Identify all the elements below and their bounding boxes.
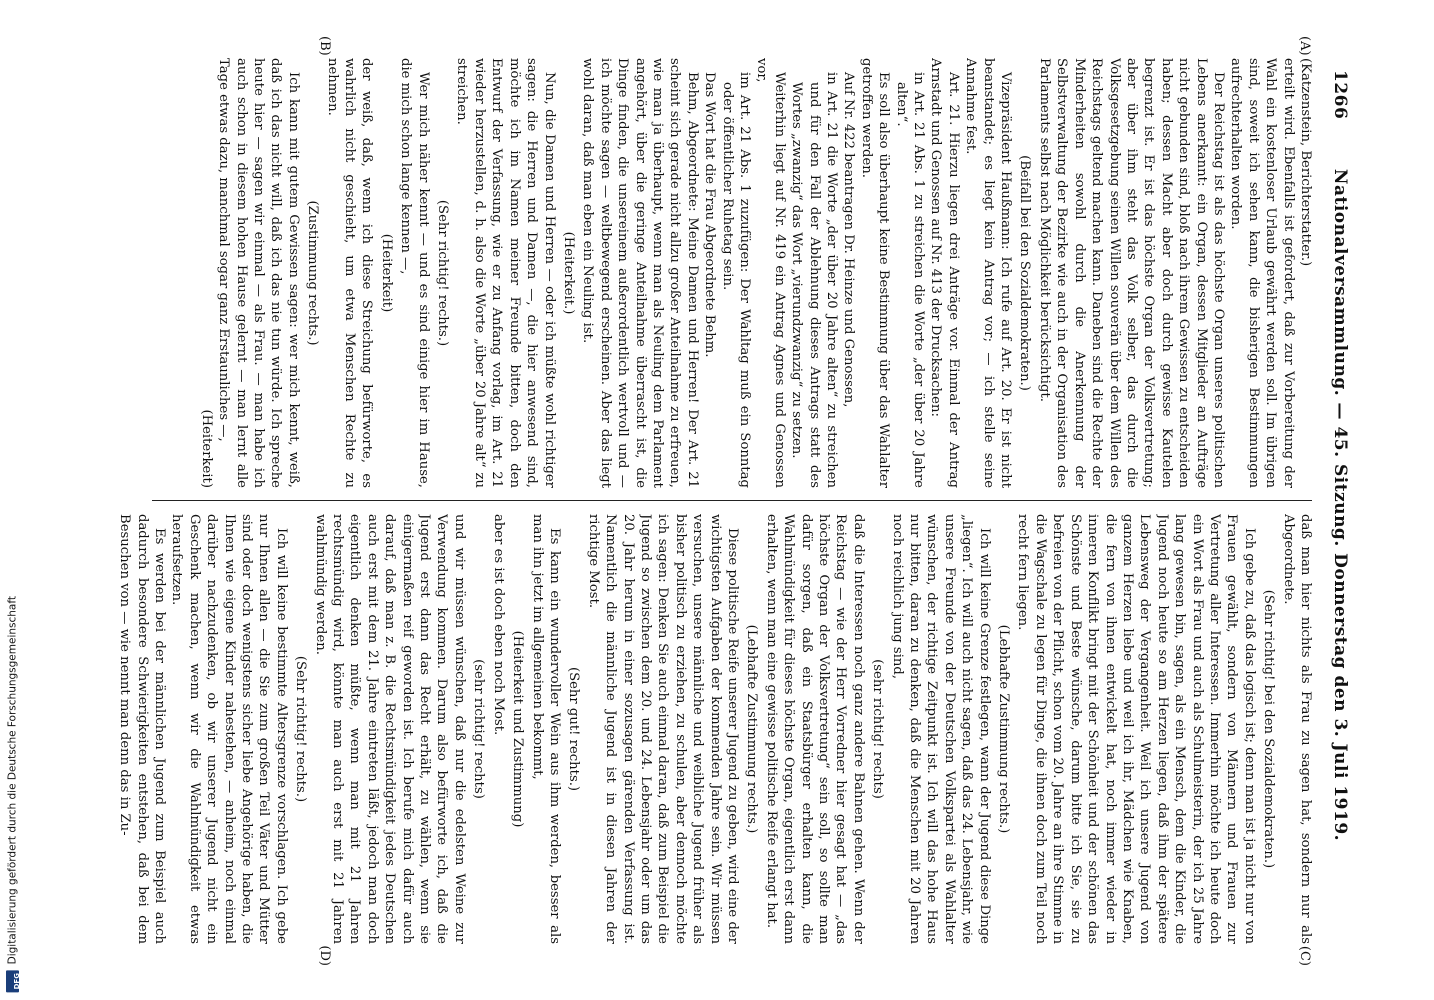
page-number: 1266 xyxy=(1330,70,1350,120)
paragraph: Art. 21. Hierzu liegen drei Anträge vor. Einmal der Antrag Arnstadt und Genossen auf Nr. 413 der Drucksachen: xyxy=(928,58,961,488)
page-title: Nationalversammlung. — 45. Sitzung. Donnerstag den 3. Juli 1919. xyxy=(1330,168,1350,842)
scanned-page xyxy=(62,30,1372,970)
paragraph: erteilt wird. Ebenfalls ist gefordert, daß zur Vorbereitung der Wahl ein kostenloser Urlaub gewährt werden soll. Im übrigen sind, soweit ich sehen kann, die bisherigen Bestimmungen aufrechterhalten worden. xyxy=(1228,58,1296,488)
paragraph: Weiterhin liegt auf Nr. 419 ein Antrag Agnes und Genossen vor, xyxy=(754,58,787,488)
paragraph: daß man hier nichts als Frau zu sagen hat, sondern nur als Abgeordnete. xyxy=(1280,514,1313,944)
margin-marker-d: (D) xyxy=(317,945,332,966)
interjection: (sehr richtig! rechts) xyxy=(870,659,886,799)
right-column xyxy=(82,514,1314,944)
page-header xyxy=(1320,70,1350,940)
interjection: (Zustimmung rechts.) xyxy=(305,200,321,346)
interjection: (Lebhafte Zustimmung rechts.) xyxy=(996,624,1012,834)
margin-marker-c: (C) xyxy=(1297,945,1312,966)
paragraph: und wir müssen wünschen, daß nur die edelsten Weine zur Verwendung kommen. Darum also befürworte ich, daß die Jugend erst dann das Recht erhält, zu wählen, wenn sie einigermaßen reif geworden ist. Ich berufe mich dafür auch darauf, daß man z. B. die Rechtsmündigkeit jedes Deutschen auch erst mit dem 21. Jahre eintreten läßt, jedoch man doch eigentlich denken müßte, wenn man mit 21 Jahren rechtsmündig wird, könnte man auch erst mit 21 Jahren wahlmündig werden. xyxy=(312,514,467,944)
paragraph: Der Reichstag ist als das höchste Organ unseres politischen Lebens anerkannt: ein Organ, dessen Mitglieder an Aufträge nicht gebunden sind, bloß nach ihrem Gewissen zu entscheiden haben; dessen Macht aber doch durch gewisse Kautelen begrenzt ist. Er ist das höchste Organ der Volksvertretung; aber über ihm steht das Volk selber, das durch die Volksgesetzgebung seinen Willen souverän über dem Willen des Reichstags geltend machen kann. Daneben sind die Rechte der Minderheiten sowohl durch die Anerkennung der Selbstverwaltung der Bezirke wie auch in der Organisation des Parlaments selbst nach Möglichkeit berücksichtigt. xyxy=(1036,58,1226,488)
paragraph: aber es ist doch eben noch Most. xyxy=(490,514,506,736)
interjection: (sehr richtig! rechts) xyxy=(471,659,487,799)
interjection: (Heiterkeit.) xyxy=(560,231,576,315)
paragraph: Ich will keine Grenze festlegen, wann der Jugend diese Dinge „liegen“. Ich will auch nicht sagen, daß das 24. Lebensjahr, wie unsere Freunde von der Deutschen Volkspartei als Wahlalter wünschen, der richtige Zeitpunkt ist. Ich will das hohe Haus nur bitten, daran zu denken, daß die Menschen mit 20 Jahren noch reichlich jung sind, xyxy=(889,514,992,944)
paragraph: Vizepräsident Haußmann: Ich rufe auf Art. 20. Er ist nicht beanstandet; es liegt kein Antrag vor; — ich stelle seine Annahme fest. xyxy=(963,58,1014,488)
paragraph: Wer mich näher kennt — und es sind einige hier im Hause, die mich schon lange kennen —, xyxy=(398,58,431,488)
paragraph: in Art. 21 die Worte „der über 20 Jahre alten“ zu streichen und für den Fall der Ablehnung dieses Antrags statt des Wortes „zwanzig“ das Wort „vierundzwanzig“ zu setzen. xyxy=(789,72,840,488)
paragraph: im Art. 21 Abs. 1 zuzufügen: Der Wahltag muß ein Sonntag oder öffentlicher Ruhetag sein. xyxy=(719,72,752,488)
interjection: (Sehr richtig! rechts.) xyxy=(293,655,309,803)
paragraph: Diese politische Reife unserer Jugend zu geben, wird eine der wichtigsten Aufgaben der kommenden Jahre sein. Wir müssen versuchen, unsere männliche und weibliche Jugend früher als bisher politisch zu erziehen, zu schulen, aber dennoch möchte ich sagen: Denken Sie auch einmal daran, daß zum Beispiel die Jugend so zwischen dem 20. und 24. Lebensjahr oder um das 20. Jahr herum in einer sozusagen gärenden Verfassung ist. Namentlich die männliche Jugend ist in diesen Jahren der richtige Most. xyxy=(585,514,740,944)
interjection: (Lebhafte Zustimmung rechts.) xyxy=(744,624,760,834)
interjection: (Sehr gut! rechts.) xyxy=(566,666,582,792)
interjection: (Beifall bei den Sozialdemokraten.) xyxy=(1017,155,1033,391)
paragraph: Ich kann mit gutem Gewissen sagen: wer mich kennt, weiß, daß ich das nicht will, daß ich das nie tun würde. Ich spreche heute hier — sagen wir einmal — als Frau. — man habe ich auch schon in diesem hohen Hause gelernt — man lernt alle Tage etwas dazu, manchmal sogar ganz Erstaunliches —, xyxy=(216,58,301,488)
dfg-logo: DFG xyxy=(6,970,19,992)
paragraph: Nun, die Damen und Herren — oder ich müßte wohl richtiger sagen: die Herren und Damen —, die hier anwesend sind, möchte ich im Namen meiner Freunde bitten, doch den Entwurf der Verfassung, wie er zu Anfang vorlag, im Art. 21 wieder herzustellen, d. h. also die Worte „über 20 Jahre alt“ zu streichen. xyxy=(454,58,557,488)
left-column xyxy=(82,58,1314,488)
paragraph: (Katzenstein, Berichterstatter.) xyxy=(1298,58,1313,267)
paragraph: in Art. 21 Abs. 1 zu streichen die Worte „der über 20 Jahre alten“. xyxy=(893,72,927,488)
interjection: (Heiterkeit) xyxy=(198,409,214,488)
paragraph: Auf Nr. 422 beantragen Dr. Heinze und Genossen, xyxy=(841,72,857,408)
paragraph: Behm, Abgeordnete: Meine Damen und Herren! Der Art. 21 scheint sich gerade nicht allzu großer Anteilnahme zu erfreuen, wie man ja überhaupt, wenn man als Neuling dem Parlament angehört, über die geringe Anteilnahme überrascht ist, die Dinge finden, die unsereinem außerordentlich wertvoll und — ich möchte sagen — weltbewegend erscheinen. Aber das liegt wohl daran, daß man eben ein Neuling ist. xyxy=(580,58,700,488)
margin-marker-a: (A) xyxy=(1297,36,1312,56)
interjection: (Heiterkeit und Zustimmung) xyxy=(510,630,526,828)
paragraph: Ich gebe zu, daß das logisch ist; denn man ist ja nicht nur von Frauen gewählt, sondern von Männern und Frauen zur Vertretung aller Interessen. Immerhin möchte ich heute doch ein Wort als Frau und auch als Schulmeisterin, der ich 25 Jahre lang gewesen bin, sagen, als ein Mensch, dem die Kinder, die Jugend noch heute so am Herzen liegen, daß ihm der spätere Lebensweg der Vergangenheit. Weil ich unsere Jugend von ganzem Herzen liebe und weil ich ihr, Mädchen wie Knaben, die fern von ihnen entwickelt hat, noch immer wieder in inneren Konflikt bringt mit der Schönheit und der schönen das Schönste und Beste wünsche, darum bitte ich Sie, sie zu befreien von der Pflicht, schon vom 20. Jahre an ihre Stimme in die Wagschale zu legen für Dinge, die ihnen doch zum Teil noch recht fern liegen. xyxy=(1015,514,1257,944)
margin-marker-b: (B) xyxy=(317,36,332,56)
digitization-credit xyxy=(6,596,19,992)
interjection: (Sehr richtig! bei den Sozialdemokraten.) xyxy=(1261,589,1277,869)
paragraph: Es kann ein wundervoller Wein aus ihm werden, besser als man ihn jetzt im allgemeinen bekommt, xyxy=(529,514,562,944)
interjection: (Sehr richtig! rechts.) xyxy=(435,199,451,347)
interjection: (Heiterkeit) xyxy=(378,233,394,313)
paragraph: der weiß, daß, wenn ich diese Streichung befürworte, es wahrlich nicht geschieht, um etwa Menschen Rechte zu nehmen. xyxy=(324,58,375,488)
credit-text: Digitalisierung gefördert durch die Deutsche Forschungsgemeinschaft xyxy=(6,595,19,964)
paragraph: Ich will keine bestimmte Altersgrenze vorschlagen. Ich gebe nur Ihnen allen — die Sie zum großen Teil Väter und Mütter sind oder doch wenigstens sicher liebe Angehörige haben, die Ihnen wie eigene Kinder nahestehen, — anheim, noch einmal darüber nachzudenken, ob wir unserer Jugend nicht ein Geschenk machen, wenn wir die Wahlmündigkeit etwas heraufsetzen. xyxy=(169,514,289,944)
paragraph: Es soll also überhaupt keine Bestimmung über das Wahlalter getroffen werden. xyxy=(858,58,892,488)
paragraph: daß die Interessen noch ganz andere Bahnen gehen. Wenn der Reichstag — wie der Herr Vorredner hier gesagt hat — „das höchste Organ der Volksvertretung“ sein soll, so sollte man dafür sorgen, daß ein Staatsbürger erhalten kann, die Wahlmündigkeit für dieses höchste Organ, eigentlich erst dann erhalten, wenn man eine gewisse politische Reife erlangt hat. xyxy=(763,514,866,944)
paragraph: Es werden bei der männlichen Jugend zum Beispiel auch dadurch besondere Schwierigkeiten entstehen, daß bei dem Besuchen von — wie nennt man denn das in Zu- xyxy=(117,514,167,944)
paragraph: Das Wort hat die Frau Abgeordnete Behm. xyxy=(702,72,718,358)
column-divider xyxy=(152,500,1312,501)
